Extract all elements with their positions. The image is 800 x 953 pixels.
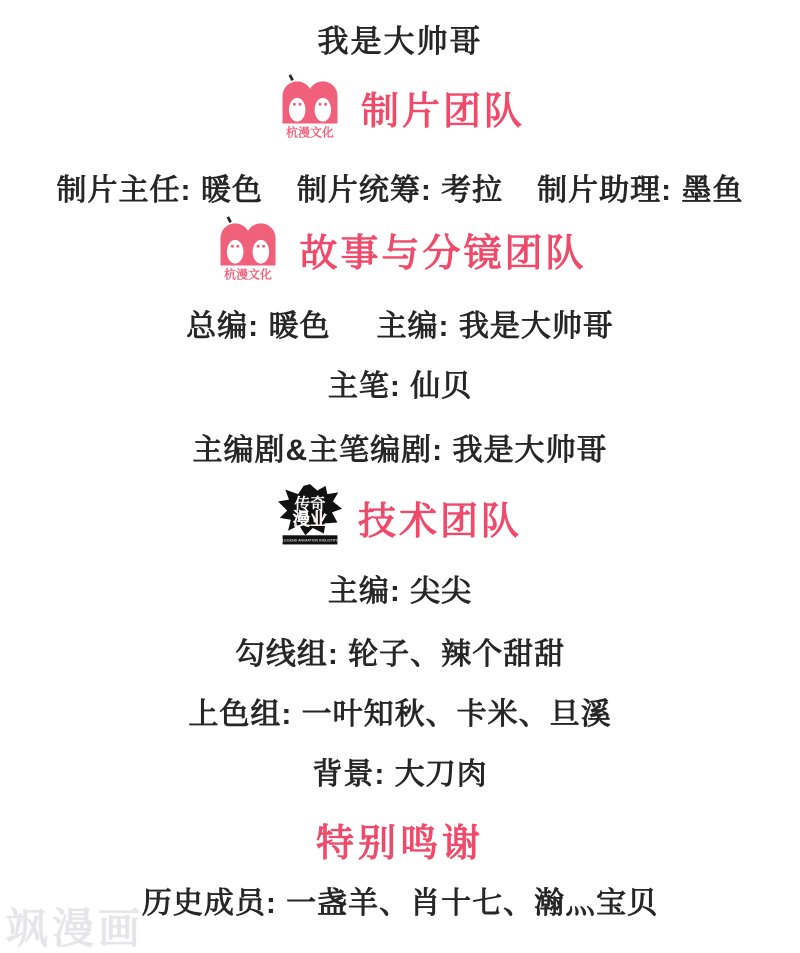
production-credits-line (0, 165, 800, 209)
chuanqi-logo-bottom-text: 漫业 (292, 509, 328, 530)
chuanqi-manye-logo-icon (278, 484, 342, 550)
credit-coloring-group: 上色组: 一叶知秋、卡米、旦溪 (188, 698, 612, 731)
production-team-heading: 制片团队 (360, 90, 525, 133)
hangman-logo-caption: 杭漫文化 (224, 267, 273, 282)
section-header-production (0, 72, 800, 142)
credit-chief-editor: 总编: 暖色 (186, 310, 331, 343)
sa-manhua-watermark: 飒漫画 (6, 905, 145, 952)
comic-title: 我是大帅哥 (317, 24, 483, 59)
tech-credits-line-1 (0, 566, 800, 610)
story-credits-line-2 (0, 361, 800, 405)
chuanqi-logo-top-text: 传奇 (294, 495, 326, 513)
credit-tech-editor: 主编: 尖尖 (327, 575, 473, 608)
credit-editor-in-chief: 主编: 我是大帅哥 (376, 310, 614, 343)
title-row (0, 16, 800, 61)
section-header-story (0, 214, 800, 284)
tech-credits-line-4 (0, 749, 800, 793)
credit-background: 背景: 大刀肉 (312, 758, 488, 791)
credit-production-assistant: 制片助理: 墨鱼 (537, 174, 744, 207)
credit-production-director: 制片主任: 暖色 (56, 174, 263, 207)
credit-historical-members: 历史成员: 一盏羊、肖十七、瀚灬宝贝 (141, 887, 659, 920)
tech-credits-line-3 (0, 689, 800, 733)
story-credits-line-3 (0, 425, 800, 469)
tech-credits-line-2 (0, 629, 800, 673)
hangman-culture-logo-icon (213, 216, 283, 282)
chuanqi-logo-caption: LEGEND ANIMATION INDUSTRY (282, 538, 338, 543)
credit-lead-artist: 主笔: 仙贝 (327, 370, 473, 403)
tech-team-heading: 技术团队 (357, 500, 522, 543)
credit-production-coordinator: 制片统筹: 考拉 (296, 174, 504, 207)
section-header-tech (0, 481, 800, 553)
story-team-heading: 故事与分镜团队 (299, 232, 587, 275)
story-credits-line-1 (0, 301, 800, 345)
hangman-culture-logo-icon (275, 74, 345, 140)
credit-lineart-group: 勾线组: 轮子、辣个甜甜 (234, 638, 566, 671)
credit-screenwriter: 主编剧&主笔编剧: 我是大帅哥 (192, 434, 608, 467)
hangman-logo-caption: 杭漫文化 (286, 125, 334, 140)
special-thanks-heading-row (0, 812, 800, 867)
special-thanks-heading: 特别鸣谢 (315, 823, 484, 865)
